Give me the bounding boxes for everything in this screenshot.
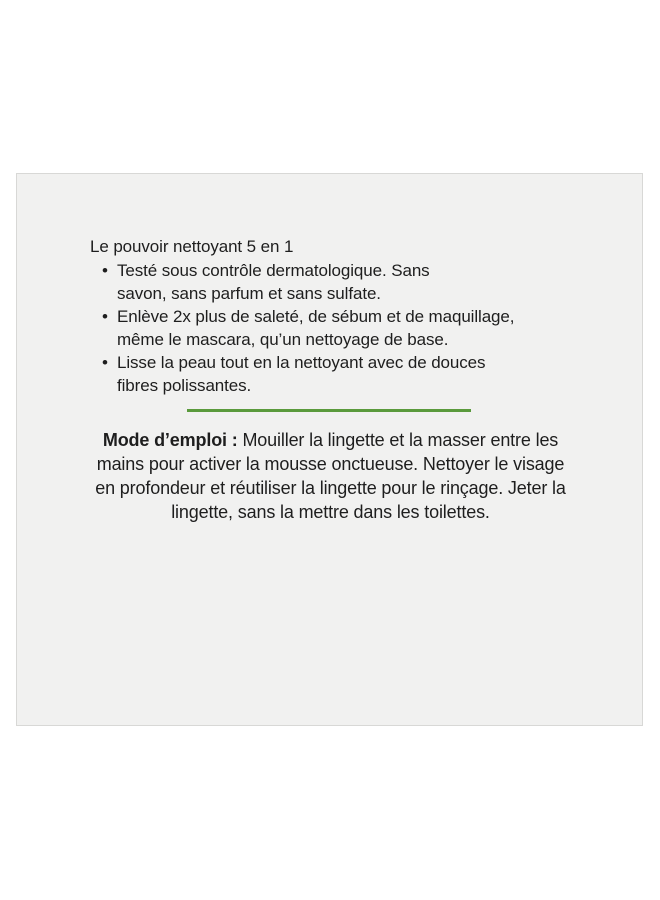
directions-line: lingette, sans la mettre dans les toilettes. [171,502,490,522]
benefits-section [90,235,570,397]
green-divider [187,409,471,412]
benefits-list [90,259,570,397]
directions-line: en profondeur et réutiliser la lingette pour le rinçage. Jeter la [95,478,566,498]
bullet-icon: • [102,353,108,372]
directions-line: Mouiller la lingette et la masser entre les [242,430,559,450]
benefit-line: fibres polissantes. [117,376,252,395]
benefit-item-removes-dirt [96,305,570,351]
directions-label: Mode d’emploi : [102,430,243,450]
directions-section [43,428,618,524]
benefit-line: Enlève 2x plus de saleté, de sébum et de maquillage, [117,307,515,326]
benefit-item-smooths-skin [96,351,570,397]
benefit-line: même le mascara, qu’un nettoyage de base. [117,330,449,349]
benefits-heading: Le pouvoir nettoyant 5 en 1 [90,237,294,256]
packaging-text-panel [16,173,643,726]
bullet-icon: • [102,261,108,280]
directions-line: mains pour activer la mousse onctueuse. Nettoyer le visage [96,454,565,474]
benefit-line: Lisse la peau tout en la nettoyant avec de douces [117,353,486,372]
benefit-item-dermatological [96,259,570,305]
bullet-icon: • [102,307,108,326]
benefit-line: Testé sous contrôle dermatologique. Sans [117,261,430,280]
benefit-line: savon, sans parfum et sans sulfate. [117,284,381,303]
